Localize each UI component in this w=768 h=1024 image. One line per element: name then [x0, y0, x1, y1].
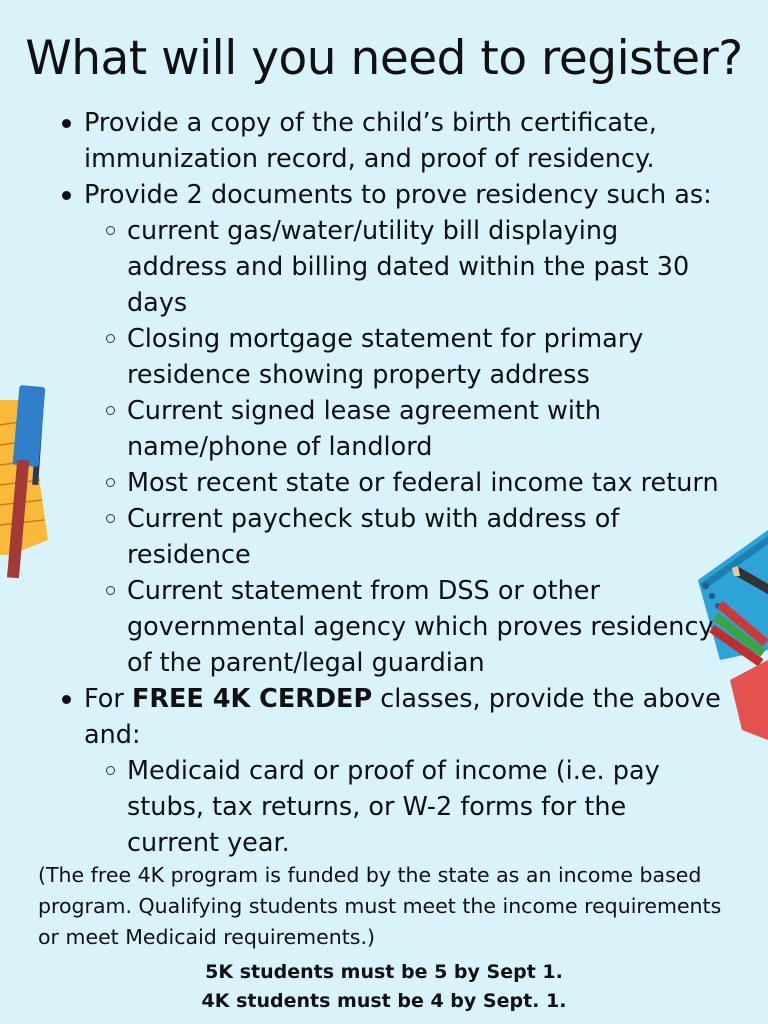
sub-list-item: Medicaid card or proof of income (i.e. pay stubs, tax returns, or W-2 forms for the current year. [127, 753, 724, 861]
item-text: Provide 2 documents to prove residency such as: [84, 180, 712, 210]
funding-note: (The free 4K program is funded by the state as an income based program. Qualifying students must meet the income requirements or meet Medicaid requirements.) [38, 863, 722, 949]
residency-documents-list [84, 213, 724, 681]
requirements-list [84, 105, 724, 861]
item-text: Provide a copy of the child’s birth certificate, immunization record, and proof of residency. [84, 108, 657, 174]
item-text-post: classes, provide the above and: [84, 684, 721, 750]
sub-list-item: Closing mortgage statement for primary residence showing property address [127, 321, 724, 393]
notepad-pencil-illustration [0, 380, 60, 580]
sub-list-item: Most recent state or federal income tax return [127, 465, 724, 501]
sub-list-item: Current paycheck stub with address of residence [127, 501, 724, 573]
list-item [84, 105, 724, 177]
list-item [84, 681, 724, 861]
age-requirement-5k: 5K students must be 5 by Sept 1. [205, 961, 563, 983]
free-4k-cerdep-label: FREE 4K CERDEP [131, 684, 373, 714]
sub-list-item: Current statement from DSS or other governmental agency which proves residency of the parent/legal guardian [127, 573, 724, 681]
cerdep-documents-list [84, 753, 724, 861]
item-text-pre: For [84, 684, 132, 714]
sub-list-item: Current signed lease agreement with name/phone of landlord [127, 393, 724, 465]
sub-list-item: current gas/water/utility bill displaying address and billing dated within the past 30 days [127, 213, 724, 321]
list-item [84, 177, 724, 681]
age-requirement-4k: 4K students must be 4 by Sept. 1. [201, 990, 567, 1012]
page-title: What will you need to register? [25, 31, 743, 86]
